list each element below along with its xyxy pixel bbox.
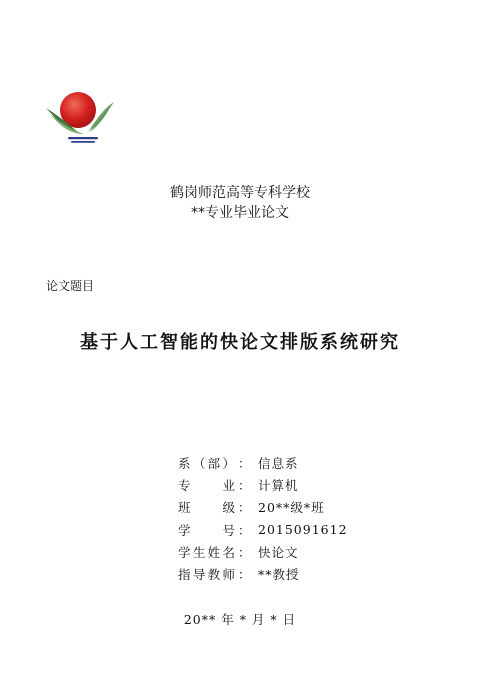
info-colon: ： — [238, 567, 251, 583]
info-label: 班级 — [178, 500, 236, 516]
info-label: 学生姓名 — [178, 544, 236, 560]
info-value: **教授 — [258, 567, 300, 583]
info-value: 2015091612 — [258, 522, 348, 538]
document-type: **专业毕业论文 — [191, 205, 289, 221]
info-colon: ： — [238, 478, 251, 494]
info-row-student-id — [178, 519, 348, 541]
info-colon: ： — [238, 544, 251, 560]
school-name: 鹤岗师范高等专科学校 — [170, 185, 310, 201]
school-logo — [44, 88, 118, 148]
info-label: 专业 — [178, 478, 236, 494]
info-value: 快论文 — [258, 544, 299, 560]
info-label: 系（部） — [178, 456, 236, 472]
info-row-student-name — [178, 541, 348, 563]
info-colon: ： — [238, 456, 251, 472]
thesis-title: 基于人工智能的快论文排版系统研究 — [80, 332, 400, 353]
info-label: 指导教师 — [178, 567, 236, 583]
info-row-advisor — [178, 563, 348, 585]
info-row-department — [178, 452, 348, 474]
logo-base-1 — [68, 137, 98, 139]
student-info-block — [178, 452, 348, 585]
info-value: 计算机 — [258, 478, 299, 494]
info-row-major — [178, 474, 348, 496]
logo-base-2 — [71, 141, 95, 143]
info-value: 信息系 — [258, 456, 299, 472]
info-colon: ： — [238, 500, 251, 516]
date-line: 20** 年 * 月 * 日 — [183, 612, 297, 627]
info-value: 20**级*班 — [258, 500, 325, 516]
info-row-class — [178, 496, 348, 518]
info-label: 学号 — [178, 522, 236, 538]
info-colon: ： — [238, 522, 251, 538]
topic-label: 论文题目 — [46, 279, 95, 293]
